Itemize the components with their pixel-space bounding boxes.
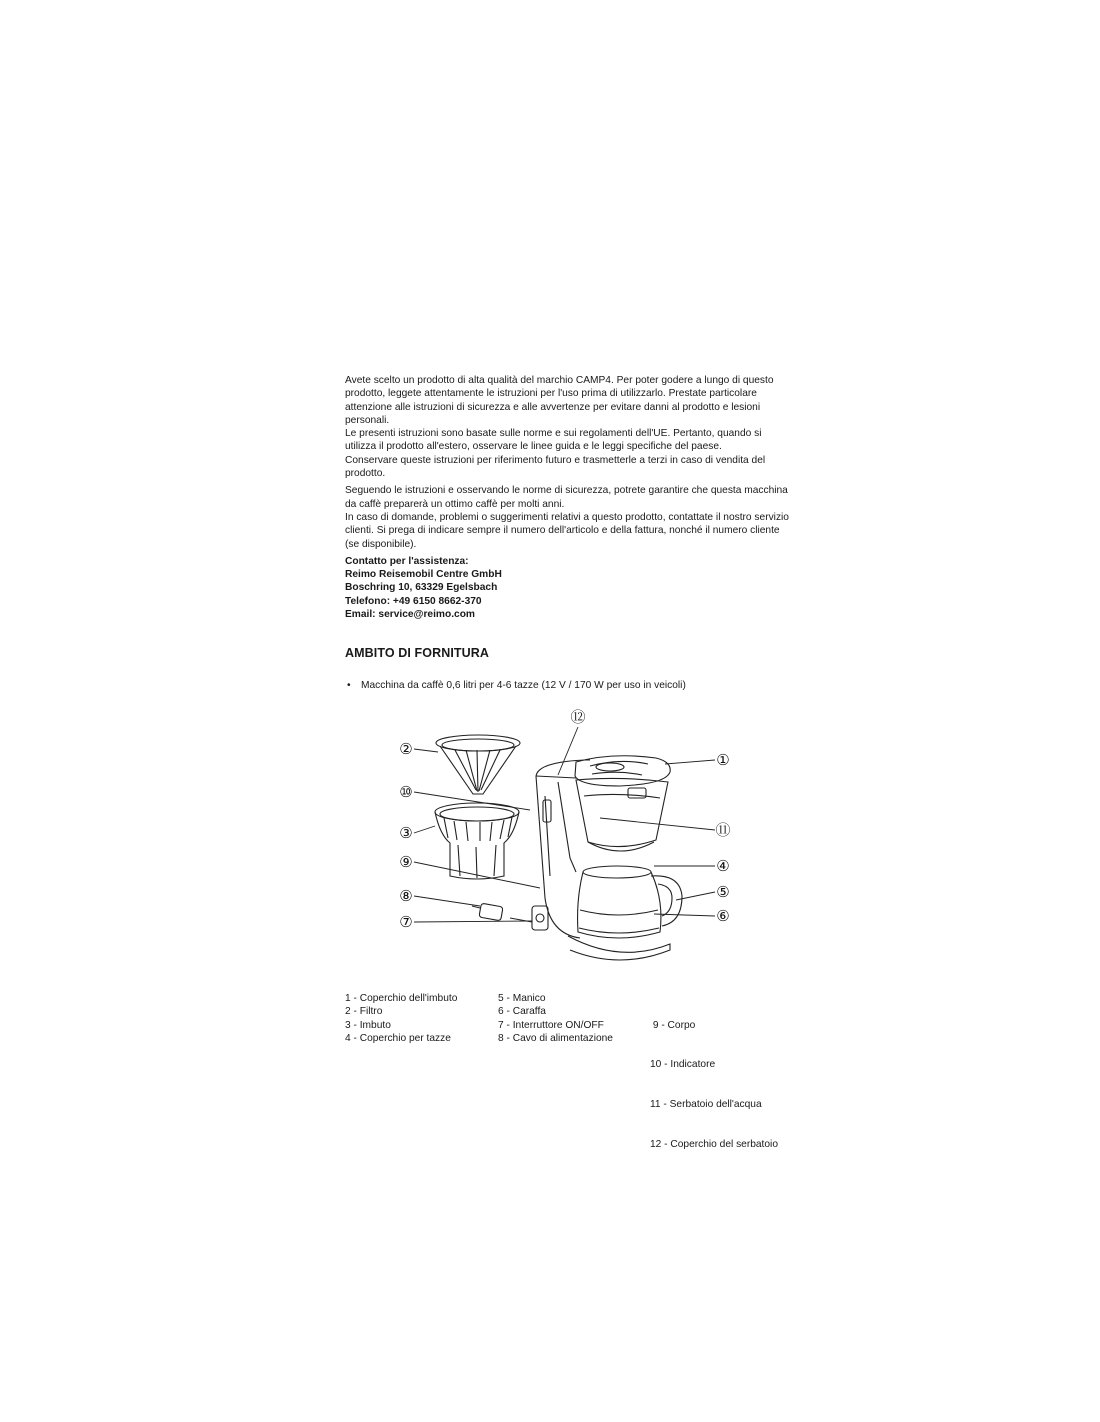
legend-item: 1 - Coperchio dell'imbuto — [345, 993, 458, 1004]
legend-item: 7 - Interruttore ON/OFF — [498, 1019, 604, 1031]
funnel-drawing — [435, 803, 519, 879]
contact-phone: Telefono: +49 6150 8662-370 — [345, 595, 482, 607]
water-tank-drawing — [576, 778, 668, 851]
legend-item: 12 - Coperchio del serbatoio — [650, 1139, 778, 1151]
intro-paragraph-1: Avete scelto un prodotto di alta qualità del marchio CAMP4. Per poter godere a lungo di questo prodotto, leggete attentamente le istruzioni per l'uso prima di utilizzarlo. Prestate particolare attenzione alle istruzioni di sicurezza e alle avvertenze per evitare danni al prodotto e lesioni personali. — [345, 375, 774, 426]
callout-2: ② — [399, 740, 413, 758]
contact-heading: Contatto per l'assistenza: — [345, 555, 469, 567]
contact-company: Reimo Reisemobil Centre GmbH — [345, 569, 502, 581]
intro-paragraph-2: Le presenti istruzioni sono basate sulle norme e sui regolamenti dell'UE. Pertanto, quando si utilizza il prodotto all'estero, osservare le linee guida e le leggi specifiche del paese. — [345, 428, 762, 453]
legend-item: 8 - Cavo di alimentazione — [498, 1032, 613, 1044]
service-contact-block — [345, 555, 795, 621]
intro-paragraph-4: Seguendo le istruzioni e osservando le norme di sicurezza, potrete garantire che questa macchina da caffè preparerà un ottimo caffè per molti anni. — [345, 485, 788, 510]
scope-list-item — [345, 679, 795, 692]
legend-item: 2 - Filtro — [345, 1006, 383, 1018]
callout-4: ④ — [716, 857, 730, 875]
power-cord-drawing — [472, 903, 532, 922]
callout-10: ⑩ — [399, 783, 413, 801]
contact-email: Email: service@reimo.com — [345, 609, 475, 621]
intro-paragraph-3: Conservare queste istruzioni per riferimento futuro e trasmetterle a terzi in caso di vendita del prodotto. — [345, 454, 766, 480]
coffee-machine-top — [536, 756, 670, 786]
callout-12: ⑫ — [570, 708, 586, 726]
callout-6: ⑥ — [716, 907, 730, 925]
callout-11: ⑪ — [715, 821, 731, 839]
legend-column-2 — [498, 992, 613, 1045]
legend-item: 5 - Manico — [498, 993, 546, 1004]
coffee-machine-body — [532, 776, 580, 938]
callout-5: ⑤ — [716, 883, 730, 901]
legend-item: 9 - Corpo — [650, 1019, 696, 1031]
legend-item: 10 - Indicatore — [650, 1059, 716, 1071]
legend-item: 4 - Coperchio per tazze — [345, 1032, 451, 1044]
callout-8: ⑧ — [399, 887, 413, 905]
legend-item: 3 - Imbuto — [345, 1019, 391, 1031]
carafe-drawing — [568, 866, 682, 960]
scope-item-text: Macchina da caffè 0,6 litri per 4-6 tazze (12 V / 170 W per uso in veicoli) — [361, 680, 686, 692]
legend-column-3 — [650, 992, 778, 1178]
legend-item: 11 - Serbatoio dell'acqua — [650, 1099, 762, 1111]
section-title: AMBITO DI FORNITURA — [345, 646, 490, 661]
document-body — [345, 374, 795, 692]
intro-paragraph-5: In caso di domande, problemi o suggerimenti relativi a questo prodotto, contattate il nostro servizio clienti. Si prega di indicare sempre il numero dell'articolo e della fattura, nonché il numero cliente (se disponibile). — [345, 511, 789, 550]
filter-drawing — [436, 735, 520, 794]
callout-3: ③ — [399, 824, 413, 842]
coffee-machine-diagram — [380, 700, 780, 980]
callout-7: ⑦ — [399, 913, 413, 931]
legend-column-1 — [345, 992, 457, 1045]
legend-item: 6 - Caraffa — [498, 1006, 546, 1018]
contact-address: Boschring 10, 63329 Egelsbach — [345, 582, 498, 594]
callout-9: ⑨ — [399, 853, 413, 871]
bullet-icon: • — [347, 680, 351, 692]
callout-1: ① — [716, 751, 730, 769]
